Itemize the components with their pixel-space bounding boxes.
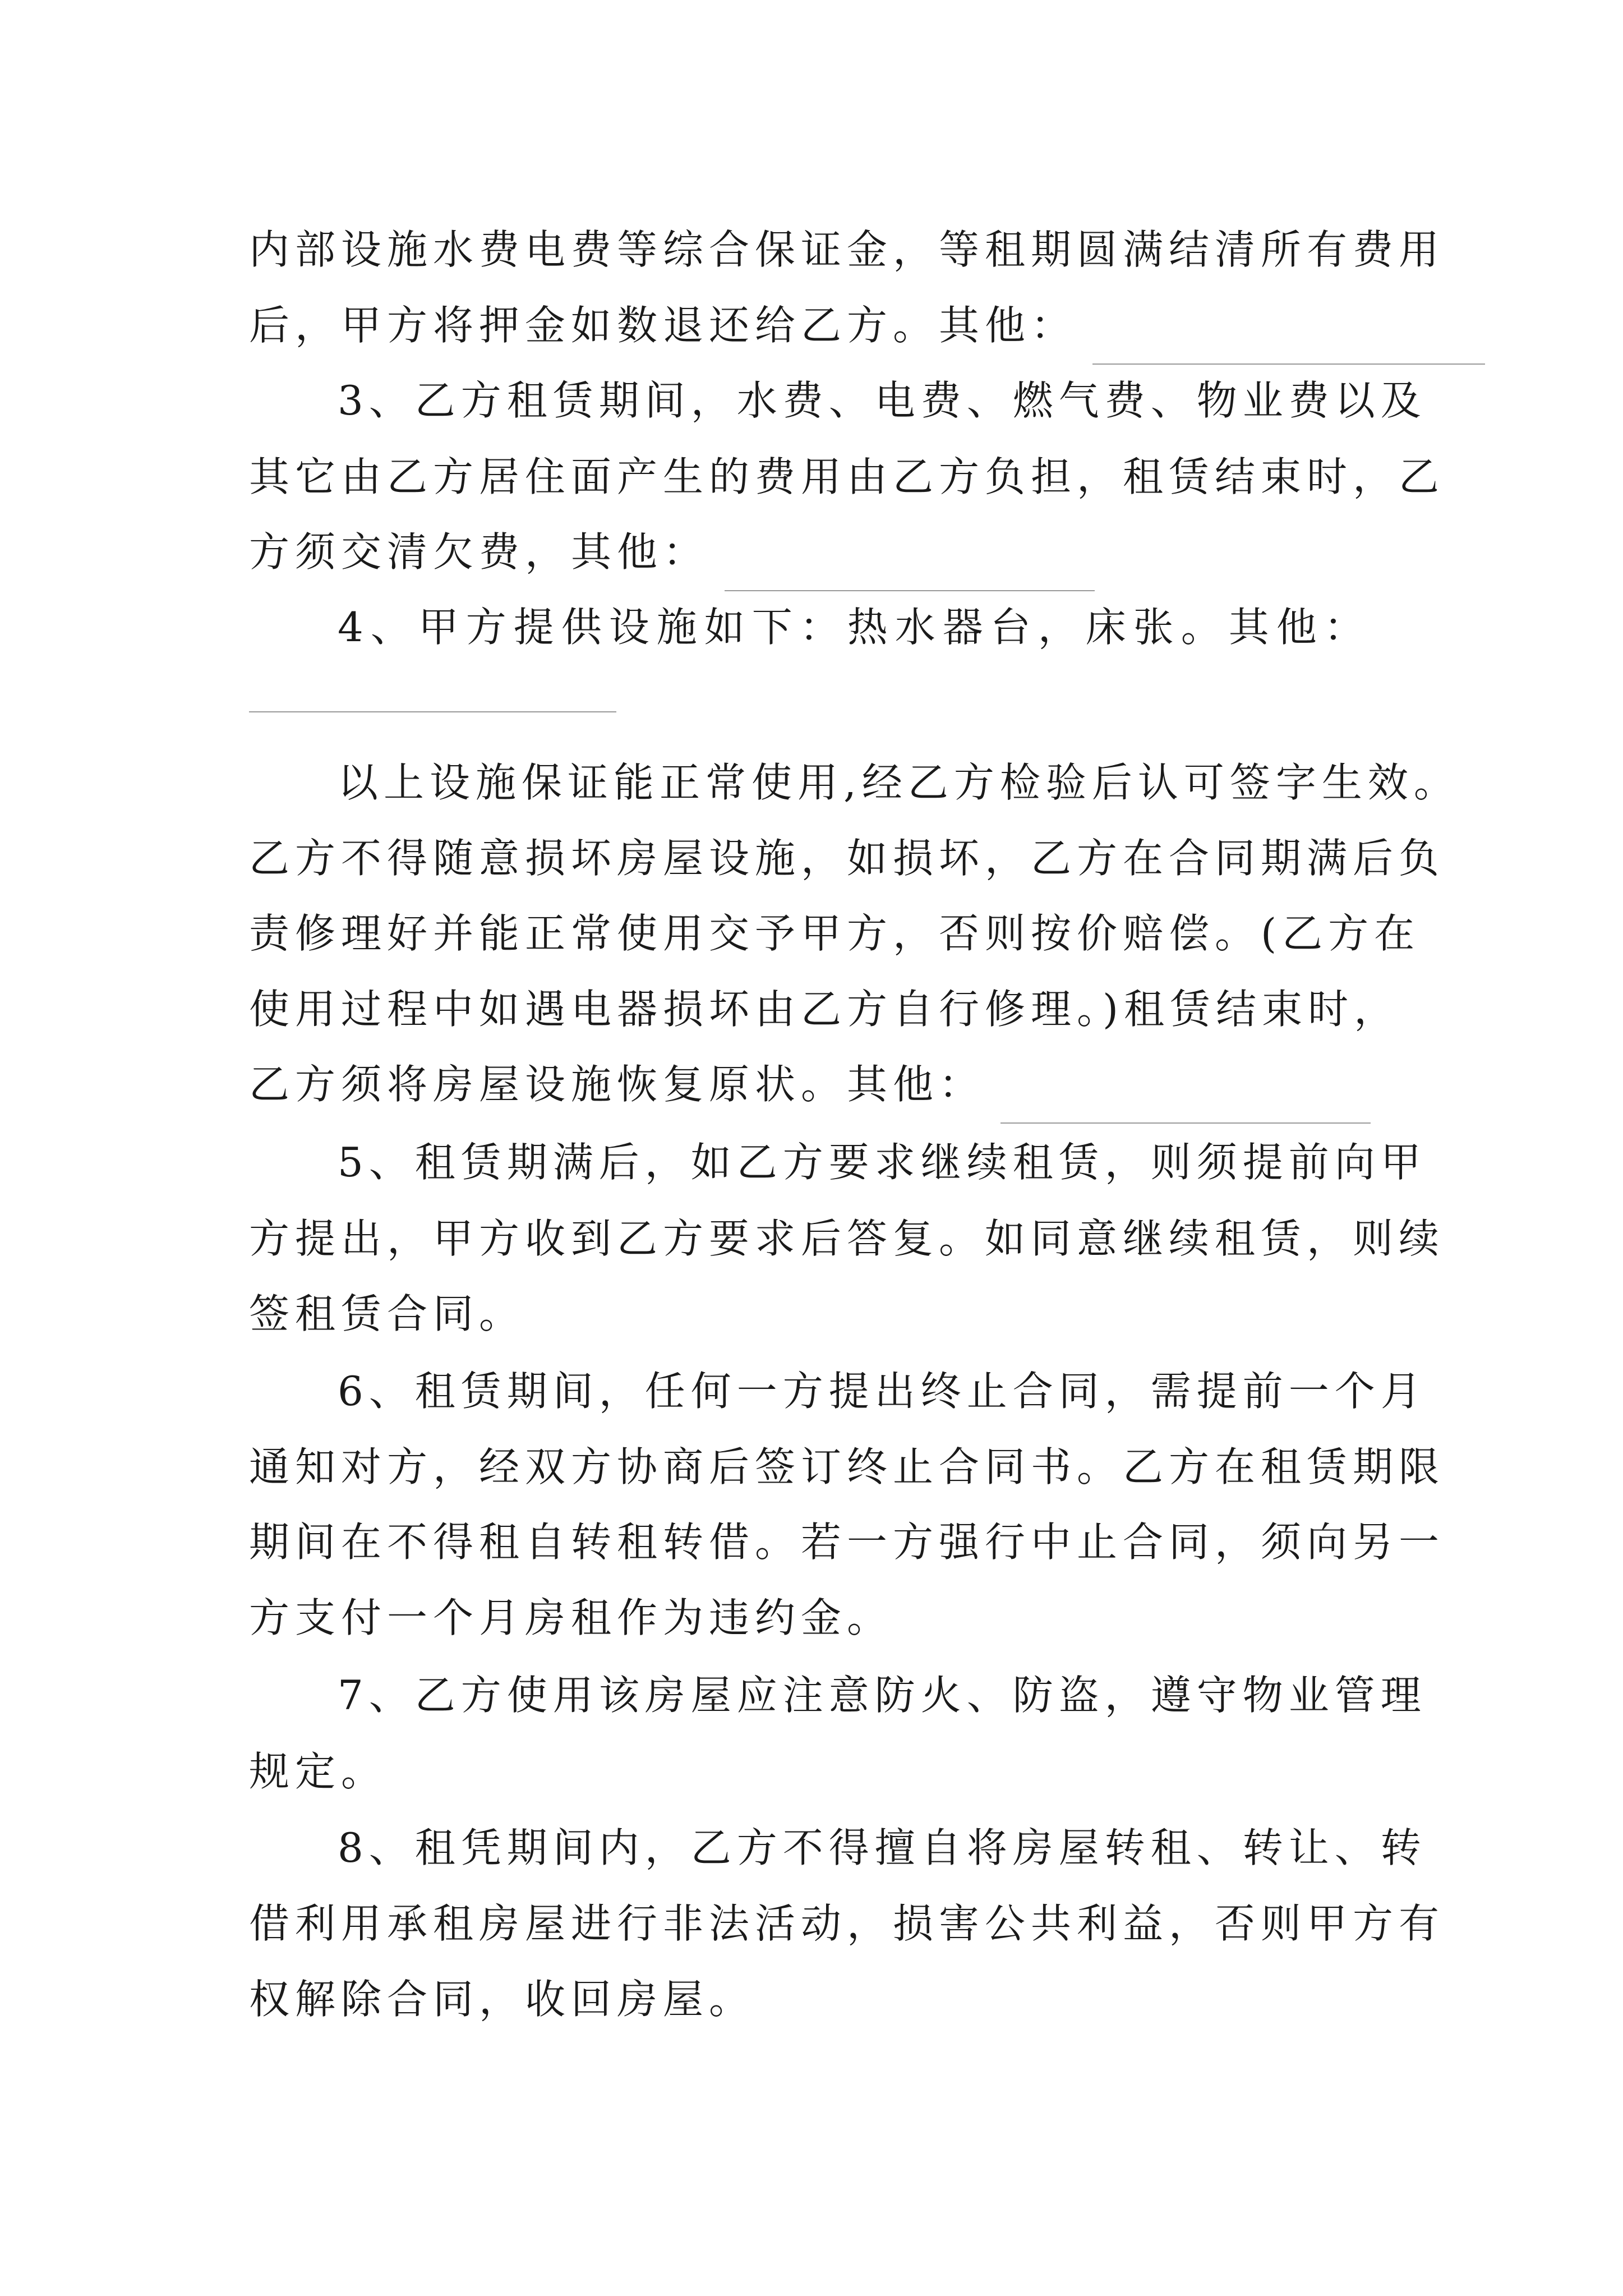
- text-line: 内部设施水费电费等综合保证金，等租期圆满结清所有费用: [249, 226, 1445, 273]
- text-line: 7、乙方使用该房屋应注意防火、防盗，遵守物业管理: [338, 1672, 1427, 1719]
- text-line: 方须交清欠费，其他：: [249, 513, 1095, 591]
- text-line: 签租赁合同。: [249, 1290, 525, 1337]
- text-line: 后，甲方将押金如数退还给乙方。其他：: [249, 286, 1485, 365]
- text-line: 期间在不得租自转租转借。若一方强行中止合同，须向另一: [249, 1519, 1445, 1566]
- text-line: 通知对方，经双方协商后签订终止合同书。乙方在租赁期限: [249, 1443, 1445, 1490]
- text-line: 其它由乙方居住面产生的费用由乙方负担，租赁结束时，乙: [249, 453, 1445, 500]
- text-line: 规定。: [249, 1748, 388, 1795]
- fill-in-blank: [249, 711, 616, 712]
- fill-in-blank: [725, 528, 1095, 591]
- fill-in-blank: [1092, 302, 1485, 365]
- text-line: 乙方不得随意损坏房屋设施，如损坏，乙方在合同期满后负: [249, 835, 1445, 882]
- text-line: 乙方须将房屋设施恢复原状。其他：: [249, 1045, 1371, 1124]
- text-line: 3、乙方租赁期间，水费、电费、燃气费、物业费以及: [338, 377, 1427, 424]
- text-line: 借利用承租房屋进行非法活动，损害公共利益，否则甲方有: [249, 1900, 1445, 1947]
- text-line: 方提出，甲方收到乙方要求后答复。如同意继续租赁，则续: [249, 1215, 1445, 1262]
- text-line: 使用过程中如遇电器损坏由乙方自行修理。)租赁结束时，: [249, 986, 1400, 1033]
- fill-in-blank: [1000, 1061, 1371, 1124]
- text-line: 6、租赁期间，任何一方提出终止合同，需提前一个月: [338, 1368, 1427, 1415]
- text-line: 权解除合同，收回房屋。: [249, 1976, 755, 2023]
- text-line: 8、租凭期间内，乙方不得擅自将房屋转租、转让、转: [338, 1824, 1427, 1871]
- text-line: 责修理好并能正常使用交予甲方，否则按价赔偿。(乙方在: [249, 910, 1421, 957]
- text-line: 方支付一个月房租作为违约金。: [249, 1594, 893, 1641]
- text-line: 4、甲方提供设施如下：热水器台，床张。其他：: [338, 604, 1372, 651]
- text-line: 以上设施保证能正常使用,经乙方检验后认可签字生效。: [338, 759, 1460, 806]
- text-line: 5、租赁期满后，如乙方要求继续租赁，则须提前向甲: [338, 1139, 1427, 1186]
